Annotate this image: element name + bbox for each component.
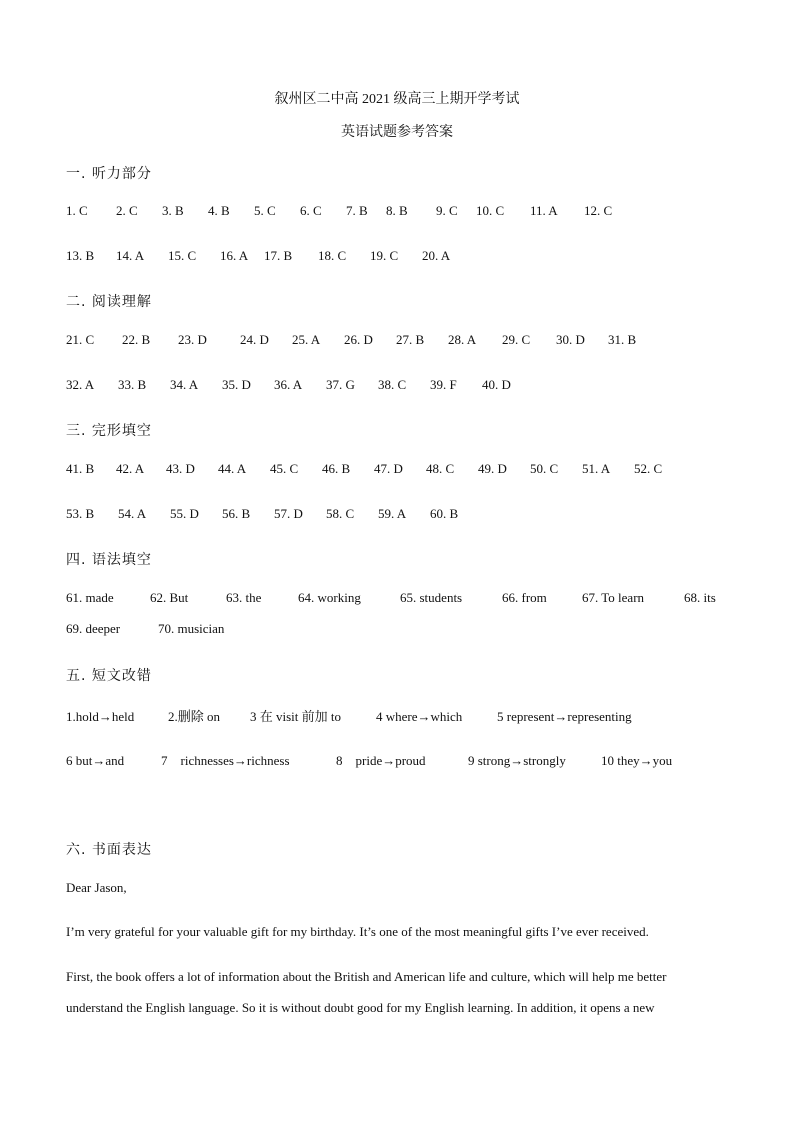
answer-item: 30. D <box>556 332 585 347</box>
section-heading-writing: 六. 书面表达 <box>66 842 152 858</box>
answer-item: 9 strong→strongly <box>468 753 566 768</box>
answer-item: 35. D <box>222 377 251 392</box>
answer-row <box>66 706 632 725</box>
answer-item: 9. C <box>436 203 458 218</box>
answer-item: 70. musician <box>158 621 225 636</box>
answer-item: 48. C <box>426 461 455 476</box>
answer-item: 19. C <box>370 248 399 263</box>
answer-item: 63. the <box>226 590 262 605</box>
answer-item: 51. A <box>582 461 611 476</box>
answer-row <box>66 506 458 522</box>
answer-item: 57. D <box>274 506 303 521</box>
section-heading-cloze: 三. 完形填空 <box>66 423 152 439</box>
answer-item: 68. its <box>684 590 716 605</box>
answer-item: 47. D <box>374 461 403 476</box>
answer-item: 61. made <box>66 590 114 605</box>
answer-item: 10 they→you <box>601 753 673 768</box>
exam-subtitle: 英语试题参考答案 <box>341 125 453 140</box>
answer-item: 5 represent→representing <box>497 709 632 724</box>
letter-greeting: Dear Jason, <box>66 880 127 895</box>
answer-row <box>66 461 662 477</box>
answer-item: 36. A <box>274 377 303 392</box>
answer-item: 64. working <box>298 590 361 605</box>
answer-item: 1.hold→held <box>66 709 135 724</box>
answer-item: 23. D <box>178 332 207 347</box>
answer-item: 53. B <box>66 506 95 521</box>
answer-item: 60. B <box>430 506 459 521</box>
answer-item: 37. G <box>326 377 355 392</box>
answer-item: 7. B <box>346 203 368 218</box>
answer-item: 41. B <box>66 461 95 476</box>
answer-item: 2.删除 on <box>168 709 221 724</box>
section-heading-listening: 一. 听力部分 <box>66 166 152 182</box>
answer-item: 15. C <box>168 248 197 263</box>
answer-item: 3 在 visit 前加 to <box>250 709 342 724</box>
answer-item: 25. A <box>292 332 321 347</box>
answer-item: 6 but→and <box>66 753 125 768</box>
answer-item: 17. B <box>264 248 293 263</box>
answer-row <box>66 750 672 769</box>
answer-item: 26. D <box>344 332 373 347</box>
answer-item: 43. D <box>166 461 195 476</box>
answer-item: 58. C <box>326 506 355 521</box>
answer-item: 65. students <box>400 590 463 605</box>
answer-item: 29. C <box>502 332 531 347</box>
section-heading-reading: 二. 阅读理解 <box>66 294 152 310</box>
answer-item: 18. C <box>318 248 347 263</box>
answer-item: 28. A <box>448 332 477 347</box>
answer-item: 67. To learn <box>582 590 645 605</box>
answer-item: 21. C <box>66 332 95 347</box>
answer-item: 33. B <box>118 377 147 392</box>
letter-paragraph: understand the English language. So it is without doubt good for my English learning. In addition, it opens a new <box>66 1000 655 1015</box>
answer-item: 4 where→which <box>376 709 463 724</box>
answer-item: 54. A <box>118 506 147 521</box>
answer-item: 50. C <box>530 461 559 476</box>
answer-row <box>66 203 612 219</box>
answer-item: 8. B <box>386 203 408 218</box>
answer-item: 5. C <box>254 203 276 218</box>
answer-item: 32. A <box>66 377 95 392</box>
answer-item: 69. deeper <box>66 621 121 636</box>
answer-item: 34. A <box>170 377 199 392</box>
section-heading-grammar: 四. 语法填空 <box>66 552 152 568</box>
answer-item: 14. A <box>116 248 145 263</box>
answer-item: 42. A <box>116 461 145 476</box>
answer-item: 8 pride→proud <box>336 753 426 768</box>
answer-item: 55. D <box>170 506 199 521</box>
answer-item: 49. D <box>478 461 507 476</box>
letter-paragraph: I’m very grateful for your valuable gift for my birthday. It’s one of the most meaningful gifts I’ve ever received. <box>66 924 649 939</box>
answer-item: 13. B <box>66 248 95 263</box>
answer-item: 1. C <box>66 203 88 218</box>
answer-row <box>66 621 224 637</box>
answer-item: 3. B <box>162 203 184 218</box>
answer-item: 66. from <box>502 590 547 605</box>
exam-title: 叙州区二中高 2021 级高三上期开学考试 <box>274 92 520 107</box>
answer-item: 24. D <box>240 332 269 347</box>
answer-item: 6. C <box>300 203 322 218</box>
answer-row <box>66 332 636 348</box>
answer-row <box>66 377 511 393</box>
answer-item: 56. B <box>222 506 251 521</box>
answer-item: 31. B <box>608 332 637 347</box>
answer-row <box>66 590 716 606</box>
answer-item: 7 richnesses→richness <box>161 753 290 768</box>
answer-item: 12. C <box>584 203 613 218</box>
answer-item: 44. A <box>218 461 247 476</box>
answer-item: 45. C <box>270 461 299 476</box>
answer-item: 2. C <box>116 203 138 218</box>
answer-item: 39. F <box>430 377 457 392</box>
section-heading-correction: 五. 短文改错 <box>66 668 152 684</box>
answer-item: 10. C <box>476 203 505 218</box>
answer-item: 16. A <box>220 248 249 263</box>
answer-item: 27. B <box>396 332 425 347</box>
answer-item: 59. A <box>378 506 407 521</box>
answer-item: 38. C <box>378 377 407 392</box>
answer-item: 62. But <box>150 590 189 605</box>
answer-item: 22. B <box>122 332 151 347</box>
answer-item: 11. A <box>530 203 558 218</box>
answer-item: 52. C <box>634 461 663 476</box>
answer-item: 40. D <box>482 377 511 392</box>
answer-item: 20. A <box>422 248 451 263</box>
answer-row <box>66 248 450 264</box>
letter-paragraph: First, the book offers a lot of information about the British and American life and culture, which will help me better <box>66 969 667 984</box>
answer-item: 4. B <box>208 203 230 218</box>
answer-item: 46. B <box>322 461 351 476</box>
